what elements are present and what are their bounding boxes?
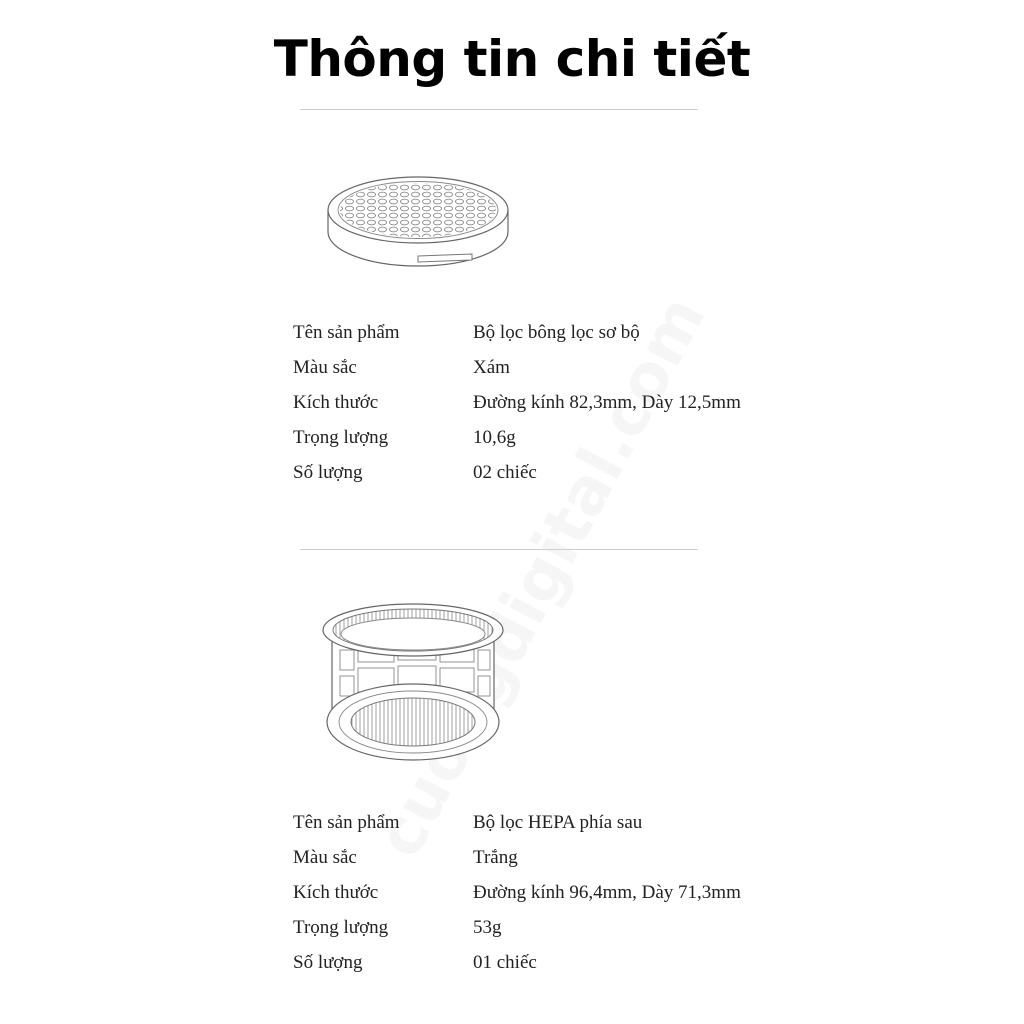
spec-row bbox=[293, 390, 773, 425]
spec-value: 10,6g bbox=[473, 427, 516, 448]
product-spec-table-2 bbox=[293, 810, 773, 985]
spec-value: Đường kính 82,3mm, Dày 12,5mm bbox=[473, 392, 741, 413]
spec-label: Số lượng bbox=[293, 462, 363, 483]
spec-label: Tên sản phẩm bbox=[293, 812, 400, 833]
spec-label: Số lượng bbox=[293, 952, 363, 973]
spec-value: 01 chiếc bbox=[473, 952, 537, 973]
spec-row bbox=[293, 915, 773, 950]
cylindrical-hepa-filter-icon bbox=[318, 598, 508, 766]
spec-value: Trắng bbox=[473, 847, 518, 868]
spec-row bbox=[293, 425, 773, 460]
divider-top bbox=[300, 109, 698, 110]
spec-value: Xám bbox=[473, 357, 510, 378]
spec-row bbox=[293, 460, 773, 495]
spec-label: Màu sắc bbox=[293, 847, 357, 868]
divider-middle bbox=[300, 549, 698, 550]
spec-value: Bộ lọc bông lọc sơ bộ bbox=[473, 322, 640, 343]
spec-row bbox=[293, 950, 773, 985]
spec-row bbox=[293, 880, 773, 915]
spec-label: Kích thước bbox=[293, 392, 379, 413]
spec-row bbox=[293, 845, 773, 880]
spec-label: Tên sản phẩm bbox=[293, 322, 400, 343]
spec-label: Màu sắc bbox=[293, 357, 357, 378]
spec-value: 53g bbox=[473, 917, 502, 938]
spec-value: 02 chiếc bbox=[473, 462, 537, 483]
spec-label: Kích thước bbox=[293, 882, 379, 903]
spec-value: Bộ lọc HEPA phía sau bbox=[473, 812, 643, 833]
spec-row bbox=[293, 320, 773, 355]
product-spec-table-1 bbox=[293, 320, 773, 495]
spec-value: Đường kính 96,4mm, Dày 71,3mm bbox=[473, 882, 741, 903]
spec-row bbox=[293, 810, 773, 845]
page-title: Thông tin chi tiết bbox=[273, 30, 751, 88]
round-pre-filter-icon bbox=[322, 170, 522, 272]
spec-row bbox=[293, 355, 773, 390]
spec-label: Trọng lượng bbox=[293, 917, 389, 938]
spec-label: Trọng lượng bbox=[293, 427, 389, 448]
